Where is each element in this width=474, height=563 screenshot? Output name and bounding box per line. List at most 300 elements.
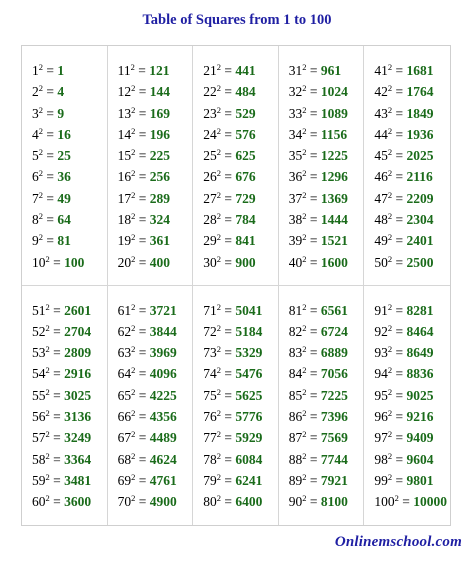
base-number: 38 — [288, 212, 303, 228]
square-entry — [289, 188, 364, 209]
equals-sign: = — [306, 494, 321, 510]
exponent: 2 — [38, 232, 43, 243]
square-value: 484 — [235, 84, 256, 100]
base-number: 85 — [288, 387, 303, 403]
square-value: 7056 — [320, 366, 348, 382]
square-value: 441 — [235, 63, 256, 78]
square-value: 9604 — [406, 451, 434, 467]
equals-sign: = — [135, 233, 150, 249]
exponent: 2 — [216, 104, 221, 115]
equals-sign: = — [306, 254, 321, 270]
equals-sign: = — [392, 126, 407, 142]
equals-sign: = — [398, 494, 414, 510]
base-number: 25 — [203, 148, 217, 164]
base-number: 92 — [374, 323, 388, 339]
base-number: 2 — [32, 84, 39, 100]
site-watermark[interactable]: Onlinemschool.com — [334, 534, 462, 550]
exponent: 2 — [394, 493, 399, 504]
equals-sign: = — [392, 254, 407, 270]
base-number: 36 — [288, 169, 303, 185]
base-number: 63 — [117, 345, 132, 361]
square-entry — [32, 491, 107, 512]
square-entry — [118, 60, 193, 81]
exponent: 2 — [45, 365, 50, 376]
base-number: 87 — [288, 430, 303, 446]
table-cell — [364, 46, 450, 286]
square-value: 324 — [149, 212, 170, 228]
square-entry — [289, 321, 364, 342]
base-number: 32 — [288, 84, 303, 100]
square-value: 4489 — [149, 430, 177, 446]
exponent: 2 — [302, 253, 307, 264]
table-cell — [279, 286, 365, 526]
equals-sign: = — [220, 126, 236, 142]
exponent: 2 — [45, 301, 50, 312]
square-value: 7921 — [320, 472, 348, 488]
equals-sign: = — [392, 148, 407, 164]
equals-sign: = — [135, 254, 150, 270]
equals-sign: = — [43, 169, 58, 185]
page-title: Table of Squares from 1 to 100 — [142, 12, 332, 28]
base-number: 62 — [117, 323, 132, 339]
square-value: 9025 — [406, 387, 434, 403]
equals-sign: = — [49, 408, 65, 424]
base-number: 3 — [32, 105, 39, 121]
exponent: 2 — [216, 429, 221, 440]
equals-sign: = — [306, 63, 321, 78]
equals-sign: = — [306, 302, 321, 318]
square-entry — [203, 252, 278, 273]
square-entry — [289, 300, 364, 321]
square-entry — [203, 300, 278, 321]
base-number: 64 — [117, 366, 132, 382]
exponent: 2 — [131, 253, 136, 264]
exponent: 2 — [387, 62, 393, 72]
base-number: 90 — [288, 494, 303, 510]
square-entry — [289, 230, 364, 251]
base-number: 99 — [374, 472, 388, 488]
square-entry — [118, 406, 193, 427]
square-entry — [289, 124, 364, 145]
exponent: 2 — [38, 83, 43, 94]
exponent: 2 — [216, 344, 221, 355]
square-value: 529 — [235, 105, 256, 121]
square-value: 3600 — [64, 494, 92, 510]
exponent: 2 — [216, 189, 221, 200]
exponent: 2 — [131, 232, 136, 243]
square-value: 3364 — [64, 451, 92, 467]
base-number: 88 — [288, 451, 303, 467]
square-value: 144 — [149, 84, 170, 100]
square-value: 676 — [235, 169, 256, 185]
base-number: 82 — [288, 323, 303, 339]
square-entry — [118, 342, 193, 363]
base-number: 24 — [203, 126, 217, 142]
square-entry — [289, 252, 364, 273]
exponent: 2 — [38, 189, 43, 200]
base-number: 86 — [288, 408, 303, 424]
square-value: 4225 — [149, 387, 177, 403]
square-entry — [118, 321, 193, 342]
square-entry — [203, 60, 278, 81]
exponent: 2 — [45, 322, 50, 333]
exponent: 2 — [131, 125, 136, 136]
square-value: 1521 — [320, 233, 348, 249]
table-cell — [22, 286, 108, 526]
exponent: 2 — [216, 322, 221, 333]
equals-sign: = — [135, 494, 150, 510]
square-entry — [118, 188, 193, 209]
square-entry — [374, 145, 450, 166]
base-number: 22 — [203, 84, 217, 100]
base-number: 10 — [32, 254, 46, 270]
square-entry — [289, 427, 364, 448]
exponent: 2 — [131, 301, 136, 312]
exponent: 2 — [131, 147, 136, 158]
equals-sign: = — [220, 169, 236, 185]
equals-sign: = — [392, 323, 407, 339]
base-number: 7 — [32, 190, 39, 206]
equals-sign: = — [220, 387, 236, 403]
square-entry — [374, 60, 450, 81]
base-number: 93 — [374, 345, 388, 361]
base-number: 83 — [288, 345, 303, 361]
base-number: 98 — [374, 451, 388, 467]
exponent: 2 — [131, 189, 136, 200]
equals-sign: = — [43, 212, 58, 228]
equals-sign: = — [306, 472, 321, 488]
square-entry — [374, 406, 450, 427]
exponent: 2 — [387, 232, 393, 243]
base-number: 65 — [117, 387, 132, 403]
square-entry — [374, 427, 450, 448]
square-entry — [203, 385, 278, 406]
square-value: 1024 — [320, 84, 348, 100]
squares-table — [21, 45, 451, 526]
square-entry — [118, 252, 193, 273]
square-value: 8100 — [320, 494, 348, 510]
square-value: 4761 — [149, 472, 177, 488]
equals-sign: = — [392, 472, 407, 488]
exponent: 2 — [38, 125, 43, 136]
square-entry — [203, 103, 278, 124]
equals-sign: = — [220, 345, 236, 361]
square-value: 196 — [149, 126, 170, 142]
square-value: 81 — [57, 233, 71, 249]
square-value: 2304 — [406, 212, 434, 228]
exponent: 2 — [302, 232, 307, 243]
table-cell — [279, 46, 365, 286]
base-number: 81 — [288, 302, 303, 318]
equals-sign: = — [43, 190, 58, 206]
base-number: 47 — [374, 190, 388, 206]
square-entry — [118, 81, 193, 102]
square-value: 9409 — [406, 430, 434, 446]
equals-sign: = — [392, 451, 407, 467]
exponent: 2 — [216, 62, 221, 72]
exponent: 2 — [302, 125, 307, 136]
exponent: 2 — [45, 429, 50, 440]
equals-sign: = — [306, 169, 321, 185]
square-value: 36 — [57, 169, 71, 185]
equals-sign: = — [135, 212, 150, 228]
square-entry — [118, 470, 193, 491]
exponent: 2 — [45, 386, 50, 397]
exponent: 2 — [302, 429, 307, 440]
base-number: 77 — [203, 430, 217, 446]
square-value: 4 — [57, 84, 65, 100]
square-entry — [32, 230, 107, 251]
square-entry — [289, 166, 364, 187]
exponent: 2 — [45, 344, 50, 355]
square-entry — [374, 166, 450, 187]
square-value: 5041 — [235, 302, 263, 318]
base-number: 95 — [374, 387, 388, 403]
square-value: 6241 — [235, 472, 263, 488]
base-number: 57 — [32, 430, 46, 446]
square-entry — [118, 124, 193, 145]
equals-sign: = — [220, 212, 236, 228]
square-value: 8649 — [406, 345, 434, 361]
square-value: 49 — [57, 190, 71, 206]
square-value: 1225 — [320, 148, 348, 164]
base-number: 76 — [203, 408, 217, 424]
square-entry — [32, 363, 107, 384]
base-number: 52 — [32, 323, 46, 339]
base-number: 91 — [374, 302, 388, 318]
exponent: 2 — [387, 322, 393, 333]
square-value: 3481 — [64, 472, 92, 488]
equals-sign: = — [43, 63, 58, 78]
exponent: 2 — [131, 450, 136, 461]
exponent: 2 — [302, 493, 307, 504]
exponent: 2 — [387, 125, 393, 136]
base-number: 74 — [203, 366, 217, 382]
base-number: 42 — [374, 84, 388, 100]
exponent: 2 — [216, 471, 221, 482]
square-value: 9 — [57, 105, 65, 121]
square-value: 100 — [64, 254, 85, 270]
square-entry — [374, 300, 450, 321]
exponent: 2 — [387, 83, 393, 94]
base-number: 70 — [117, 494, 132, 510]
square-entry — [32, 103, 107, 124]
base-number: 96 — [374, 408, 388, 424]
base-number: 14 — [117, 126, 132, 142]
square-entry — [203, 230, 278, 251]
base-number: 69 — [117, 472, 132, 488]
exponent: 2 — [216, 386, 221, 397]
base-number: 21 — [203, 63, 217, 78]
exponent: 2 — [216, 232, 221, 243]
square-value: 7569 — [320, 430, 348, 446]
square-value: 3969 — [149, 345, 177, 361]
exponent: 2 — [131, 471, 136, 482]
square-value: 784 — [235, 212, 256, 228]
equals-sign: = — [220, 408, 236, 424]
equals-sign: = — [392, 233, 407, 249]
square-entry — [32, 166, 107, 187]
equals-sign: = — [135, 148, 150, 164]
exponent: 2 — [302, 83, 307, 94]
base-number: 48 — [374, 212, 388, 228]
square-entry — [32, 427, 107, 448]
square-value: 729 — [235, 190, 256, 206]
square-value: 6889 — [320, 345, 348, 361]
exponent: 2 — [38, 211, 43, 222]
square-value: 5929 — [235, 430, 263, 446]
square-value: 6561 — [320, 302, 348, 318]
equals-sign: = — [220, 323, 236, 339]
base-number: 9 — [32, 233, 39, 249]
square-entry — [289, 449, 364, 470]
exponent: 2 — [131, 407, 136, 418]
exponent: 2 — [302, 168, 307, 179]
square-entry — [203, 363, 278, 384]
equals-sign: = — [135, 430, 150, 446]
square-value: 576 — [235, 126, 256, 142]
table-cell — [193, 46, 279, 286]
square-value: 1936 — [406, 126, 434, 142]
square-value: 4356 — [149, 408, 177, 424]
square-value: 6400 — [235, 494, 263, 510]
base-number: 40 — [288, 254, 303, 270]
equals-sign: = — [220, 148, 236, 164]
equals-sign: = — [43, 84, 58, 100]
equals-sign: = — [135, 84, 150, 100]
square-value: 64 — [57, 212, 71, 228]
base-number: 45 — [374, 148, 388, 164]
base-number: 13 — [117, 105, 132, 121]
base-number: 73 — [203, 345, 217, 361]
exponent: 2 — [216, 168, 221, 179]
exponent: 2 — [302, 211, 307, 222]
square-value: 2025 — [406, 148, 434, 164]
exponent: 2 — [131, 168, 136, 179]
square-value: 2601 — [64, 302, 92, 318]
exponent: 2 — [45, 450, 50, 461]
square-value: 8464 — [406, 323, 434, 339]
square-value: 400 — [149, 254, 170, 270]
exponent: 2 — [38, 168, 43, 179]
square-entry — [32, 209, 107, 230]
exponent: 2 — [387, 471, 393, 482]
equals-sign: = — [220, 451, 236, 467]
square-entry — [289, 470, 364, 491]
square-entry — [374, 363, 450, 384]
equals-sign: = — [220, 233, 236, 249]
square-entry — [203, 145, 278, 166]
exponent: 2 — [45, 407, 50, 418]
equals-sign: = — [135, 451, 150, 467]
equals-sign: = — [135, 105, 150, 121]
square-entry — [32, 385, 107, 406]
square-value: 5776 — [235, 408, 263, 424]
base-number: 72 — [203, 323, 217, 339]
base-number: 8 — [32, 212, 39, 228]
square-entry — [118, 300, 193, 321]
square-entry — [203, 427, 278, 448]
equals-sign: = — [392, 302, 407, 318]
equals-sign: = — [220, 472, 236, 488]
equals-sign: = — [49, 472, 65, 488]
equals-sign: = — [392, 408, 407, 424]
equals-sign: = — [306, 408, 321, 424]
exponent: 2 — [131, 365, 136, 376]
square-entry — [203, 209, 278, 230]
base-number: 97 — [374, 430, 388, 446]
base-number: 89 — [288, 472, 303, 488]
square-entry — [118, 427, 193, 448]
base-number: 59 — [32, 472, 46, 488]
exponent: 2 — [387, 189, 393, 200]
base-number: 29 — [203, 233, 217, 249]
table-cell — [108, 46, 194, 286]
equals-sign: = — [392, 366, 407, 382]
square-value: 7396 — [320, 408, 348, 424]
equals-sign: = — [135, 366, 150, 382]
square-value: 1444 — [320, 212, 348, 228]
equals-sign: = — [392, 430, 407, 446]
equals-sign: = — [392, 190, 407, 206]
base-number: 43 — [374, 105, 388, 121]
equals-sign: = — [135, 472, 150, 488]
equals-sign: = — [135, 345, 150, 361]
square-entry — [203, 124, 278, 145]
base-number: 75 — [203, 387, 217, 403]
exponent: 2 — [387, 429, 393, 440]
square-value: 2916 — [64, 366, 92, 382]
exponent: 2 — [302, 386, 307, 397]
exponent: 2 — [131, 322, 136, 333]
square-value: 3249 — [64, 430, 92, 446]
square-entry — [32, 188, 107, 209]
base-number: 34 — [288, 126, 303, 142]
square-entry — [374, 230, 450, 251]
square-entry — [374, 103, 450, 124]
base-number: 53 — [32, 345, 46, 361]
base-number: 78 — [203, 451, 217, 467]
square-entry — [32, 342, 107, 363]
base-number: 67 — [117, 430, 132, 446]
square-value: 2500 — [406, 254, 434, 270]
base-number: 5 — [32, 148, 39, 164]
exponent: 2 — [216, 450, 221, 461]
square-entry — [289, 491, 364, 512]
square-value: 2704 — [64, 323, 92, 339]
square-value: 6084 — [235, 451, 263, 467]
square-value: 5329 — [235, 345, 263, 361]
square-value: 1296 — [320, 169, 348, 185]
base-number: 56 — [32, 408, 46, 424]
equals-sign: = — [306, 233, 321, 249]
square-entry — [374, 209, 450, 230]
square-entry — [289, 342, 364, 363]
square-value: 7744 — [320, 451, 348, 467]
base-number: 37 — [288, 190, 303, 206]
exponent: 2 — [131, 104, 136, 115]
equals-sign: = — [135, 387, 150, 403]
base-number: 58 — [32, 451, 46, 467]
square-value: 7225 — [320, 387, 348, 403]
base-number: 79 — [203, 472, 217, 488]
exponent: 2 — [131, 429, 136, 440]
equals-sign: = — [49, 494, 65, 510]
equals-sign: = — [220, 190, 236, 206]
base-number: 23 — [203, 105, 217, 121]
base-number: 55 — [32, 387, 46, 403]
equals-sign: = — [135, 190, 150, 206]
